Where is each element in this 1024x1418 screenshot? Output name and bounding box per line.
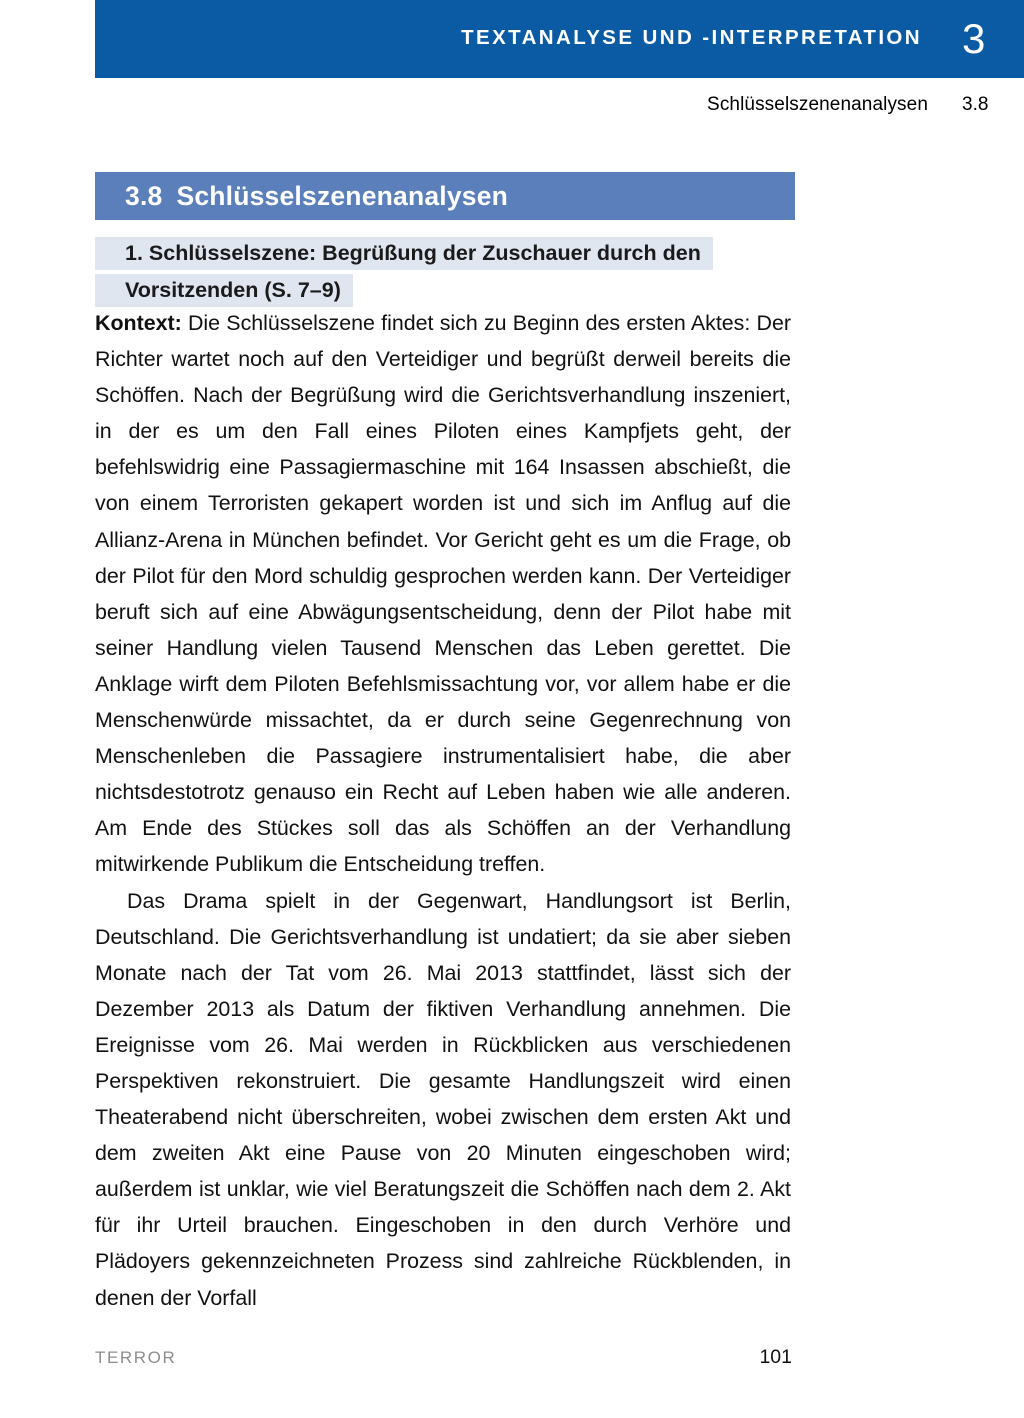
paragraph-drama-setting: Das Drama spielt in der Gegenwart, Handlungsort ist Berlin, Deutschland. Die Gerichtsverhandlung ist undatiert; da sie aber sieben Monate nach der Tat vom 26. Mai 2013 stattfindet, lässt sich der Dezember 2013 als Datum der fiktiven Verhandlung annehmen. Die Ereignisse vom 26. Mai werden in Rückblicken aus verschiedenen Perspektiven rekonstruiert. Die gesamte Handlungszeit wird einen Theaterabend nicht überschreiten, wobei zwischen dem ersten Akt und dem zweiten Akt eine Pause von 20 Minuten eingeschoben wird; außerdem ist unklar, wie viel Beratungszeit die Schöffen nach dem 2. Akt für ihr Urteil brauchen. Eingeschoben in den durch Verhöre und Plädoyers gekennzeichneten Prozess sind zahlreiche Rückblenden, in denen der Vorfall <box>95 888 791 1310</box>
page-footer <box>95 1346 792 1369</box>
paragraph-lead-in-label: Kontext: <box>95 311 182 335</box>
paragraph-kontext-text: Die Schlüsselszene findet sich zu Beginn des ersten Aktes: Der Richter wartet noch auf den Verteidiger und begrüßt derweil bereits die Schöffen. Nach der Begrüßung wird die Gerichtsverhandlung inszeniert, in der es um den Fall eines Piloten eines Kampfjets geht, der befehlswidrig eine Passagiermaschine mit 164 Insassen abschießt, die von einem Terroristen gekapert worden ist und sich im Anflug auf die Allianz-Arena in München befindet. Vor Gericht geht es um die Frage, ob der Pilot für den Mord schuldig gesprochen werden kann. Der Verteidiger beruft sich auf eine Abwägungsentscheidung, denn der Pilot habe mit seiner Handlung vielen Tausend Menschen das Leben gerettet. Die Anklage wirft dem Piloten Befehlsmissachtung vor, vor allem habe er die Menschenwürde missachtet, da er durch seine Gegenrechnung von Menschenleben die Passagiere instrumentalisiert habe, die aber nichtsdestotrotz genauso ein Recht auf Leben haben wie alle anderen. Am Ende des Stückes soll das als Schöffen an der Verhandlung mitwirkende Publikum die Entscheidung treffen. <box>95 311 791 877</box>
running-head-section-number: 3.8 <box>962 94 989 115</box>
subsection-heading-text: 1. Schlüsselszene: Begrüßung der Zuschauer durch den Vorsitzenden (S. 7–9) <box>95 237 713 307</box>
section-number: 3.8 <box>125 180 163 211</box>
footer-book-title: TERROR <box>95 1348 177 1367</box>
page-header-banner <box>95 0 1024 78</box>
paragraph-kontext <box>95 305 791 883</box>
footer-page-number: 101 <box>759 1346 792 1368</box>
chapter-number: 3 <box>962 15 986 62</box>
running-head <box>0 94 998 116</box>
body-text <box>95 305 791 1316</box>
chapter-title: TEXTANALYSE UND -INTERPRETATION <box>461 25 922 49</box>
subsection-heading <box>95 235 795 309</box>
section-heading-band <box>95 172 795 220</box>
section-title: Schlüsselszenenanalysen <box>176 180 509 211</box>
running-head-label: Schlüsselszenenanalysen <box>707 94 928 115</box>
